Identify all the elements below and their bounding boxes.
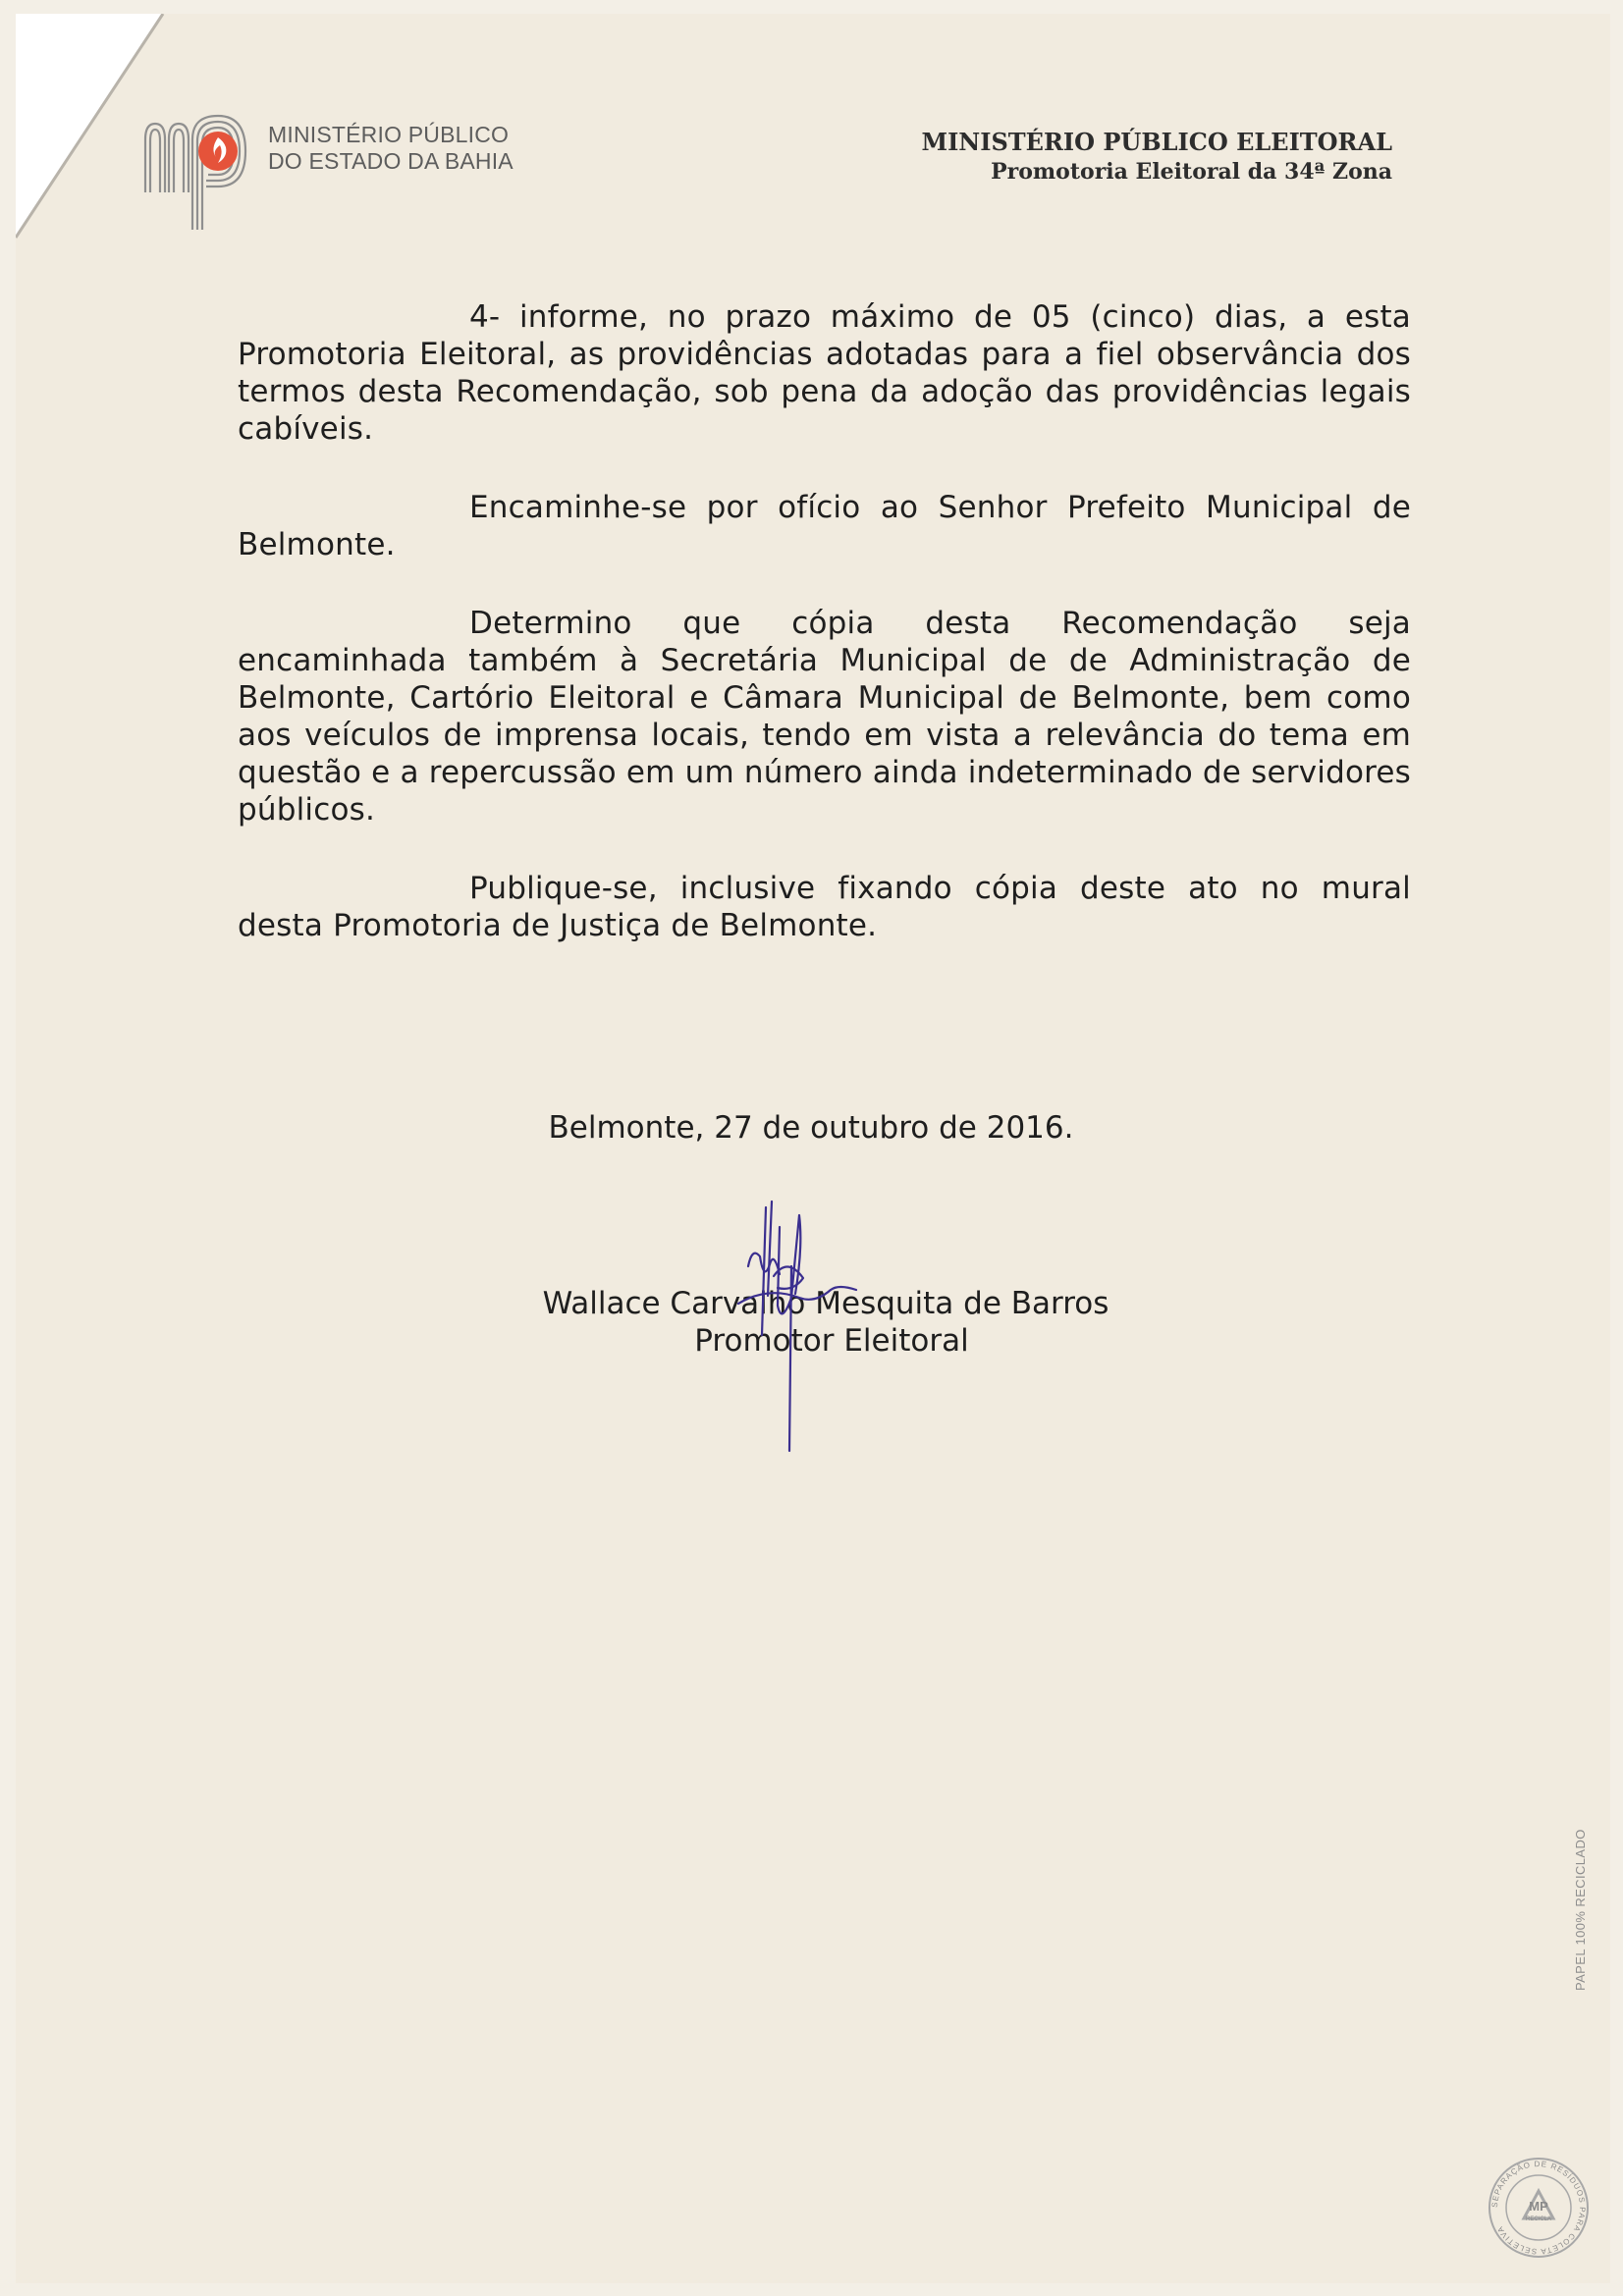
document-page (16, 14, 1610, 2283)
recycled-paper-note: PAPEL 100% RECICLADO (1573, 1829, 1588, 1991)
recycle-seal-icon (1485, 2154, 1593, 2262)
mp-logo-icon (134, 108, 271, 232)
document-header (922, 128, 1393, 187)
office-title: MINISTÉRIO PÚBLICO ELEITORAL (921, 128, 1392, 156)
seal-ring-text: SEPARAÇÃO DE RESÍDUOS PARA COLETA SELETIVA (1489, 2159, 1588, 2257)
office-subtitle: Promotoria Eleitoral da 34ª Zona (991, 159, 1392, 185)
institution-line-1: MINISTÉRIO PÚBLICO (268, 122, 510, 147)
signer-name: Wallace Carvalho Mesquita de Barros (542, 1286, 1109, 1321)
paragraph: Determino que cópia desta Recomendação seja encaminhada também à Secretária Municipal de de Administração de Belmonte, Cartório Eleitoral e Câmara Municipal de Belmonte, bem como aos veículos de imprensa locais, tendo em vista a relevância do tema em questão e a repercussão em um número ainda indeterminado de servidores públicos. (238, 606, 1411, 828)
paragraph: Encaminhe-se por ofício ao Senhor Prefeito Municipal de Belmonte. (238, 490, 1411, 562)
institution-name (268, 122, 514, 175)
document-body (238, 298, 1411, 944)
paragraph: 4- informe, no prazo máximo de 05 (cinco) dias, a esta Promotoria Eleitoral, as providências adotadas para a fiel observância dos termos desta Recomendação, sob pena da adoção das providências legais cabíveis. (238, 299, 1411, 447)
institution-line-2: DO ESTADO DA BAHIA (268, 148, 514, 174)
handwritten-signature (709, 1188, 886, 1453)
date-line: Belmonte, 27 de outubro de 2016. (548, 1110, 1074, 1146)
seal-sub-text: RECICLA (1525, 2216, 1552, 2222)
institution-logo (134, 108, 644, 236)
paragraph: Publique-se, inclusive fixando cópia deste ato no mural desta Promotoria de Justiça de Belmonte. (238, 871, 1411, 943)
seal-center-text: MP (1529, 2199, 1548, 2214)
signer-role: Promotor Eleitoral (694, 1323, 969, 1359)
